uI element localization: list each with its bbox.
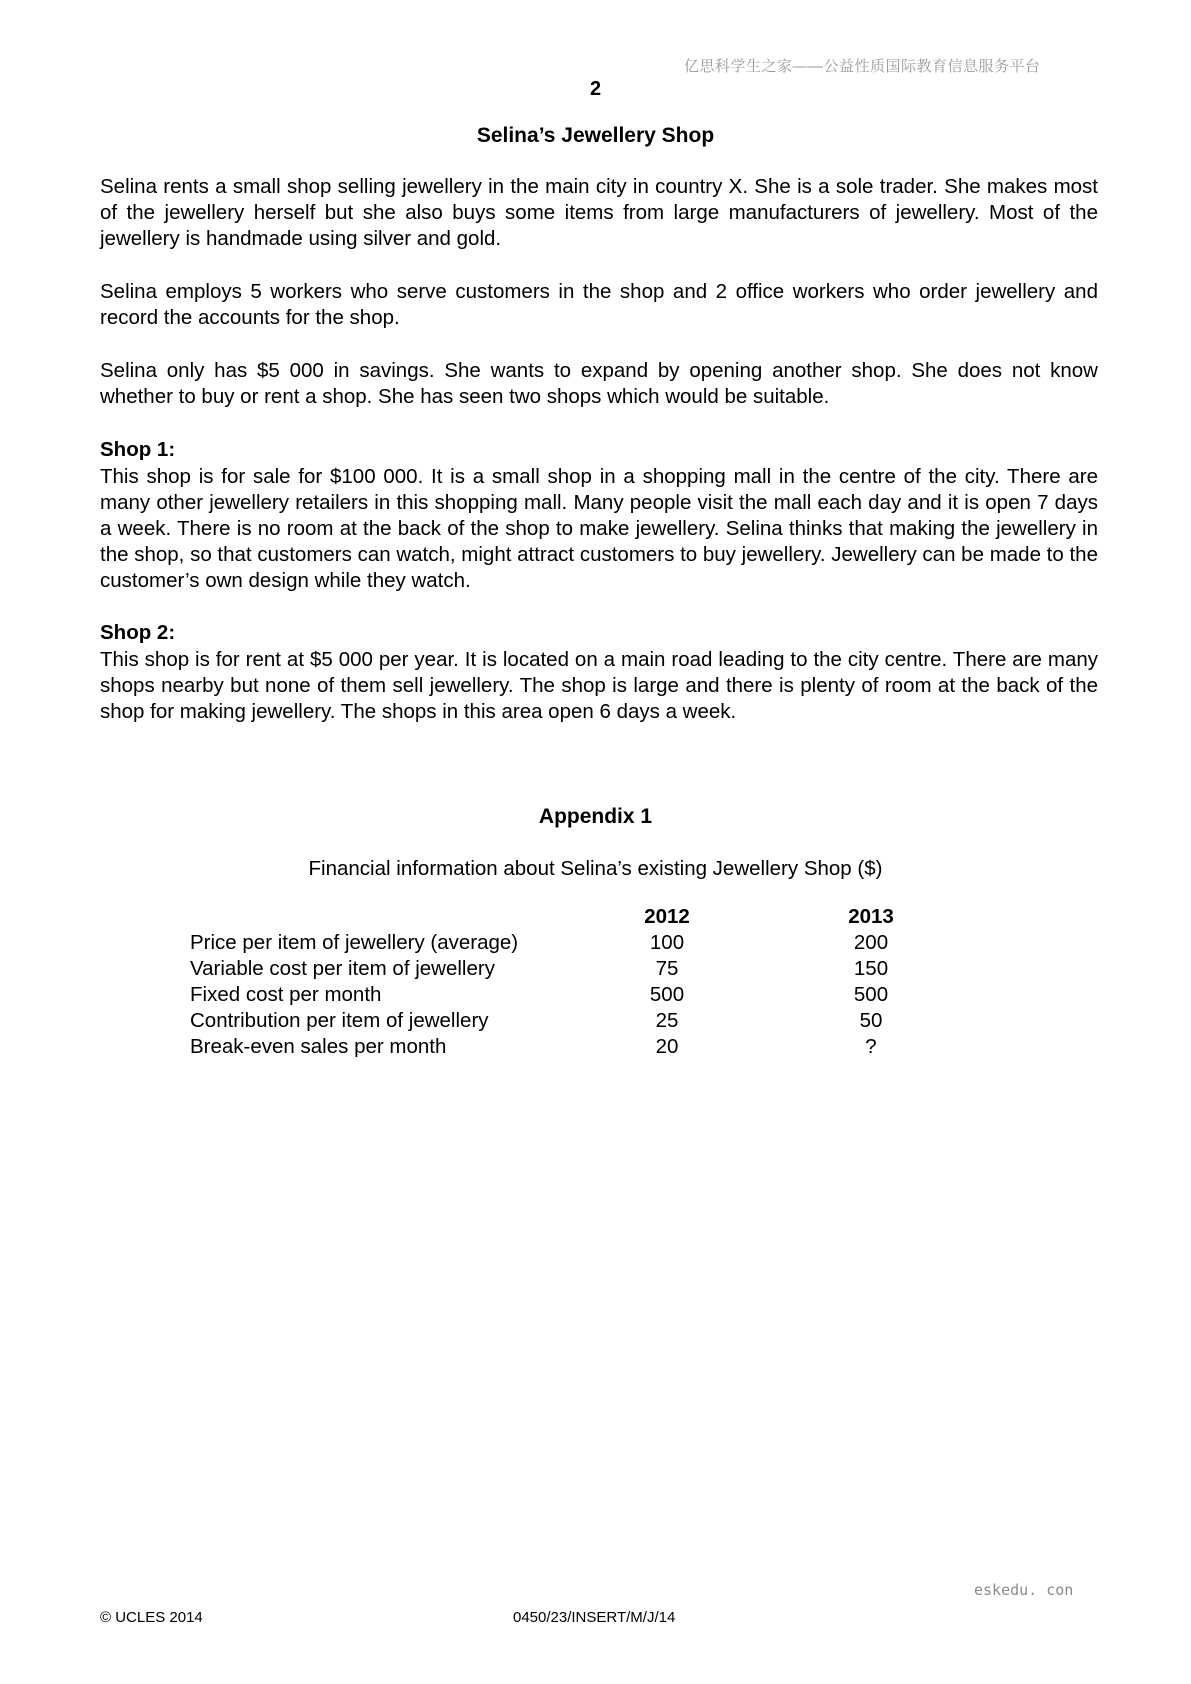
value-2012: 100 (649, 931, 685, 954)
value-2012: 20 (655, 1035, 679, 1058)
footer-document-code: 0450/23/INSERT/M/J/14 (513, 1609, 676, 1626)
row-label: Break-even sales per month (190, 1035, 447, 1058)
page-number: 2 (589, 78, 602, 100)
table-row (190, 930, 932, 956)
table-header-empty (190, 904, 606, 930)
shop1-heading: Shop 1: (100, 438, 176, 461)
shop2-heading: Shop 2: (100, 621, 176, 644)
table-header-row (190, 904, 932, 930)
watermark-footer: eskedu. con (974, 1581, 1074, 1599)
column-header-2013: 2013 (848, 905, 894, 928)
value-2013: ? (865, 1035, 877, 1058)
value-2012: 500 (649, 983, 685, 1006)
value-2013: 500 (853, 983, 889, 1006)
appendix-title: Appendix 1 (538, 805, 653, 828)
row-label: Fixed cost per month (190, 983, 382, 1006)
shop2-description: This shop is for rent at $5 000 per year. It is located on a main road leading to the city centre. There are many shops nearby but none of them sell jewellery. The shop is large and there is plenty of room at the back of the shop for making jewellery. The shops in this area open 6 days a week. (100, 648, 1098, 723)
row-label: Variable cost per item of jewellery (190, 957, 495, 980)
value-2013: 150 (853, 957, 889, 980)
value-2012: 25 (655, 1009, 679, 1032)
document-title: Selina’s Jewellery Shop (476, 124, 715, 147)
table-row (190, 956, 932, 982)
row-label: Contribution per item of jewellery (190, 1009, 489, 1032)
financial-table (190, 904, 932, 1060)
paragraph-savings: Selina only has $5 000 in savings. She wants to expand by opening another shop. She does not know whether to buy or rent a shop. She has seen two shops which would be suitable. (100, 359, 1098, 408)
row-label: Price per item of jewellery (average) (190, 931, 519, 954)
column-header-2012: 2012 (644, 905, 690, 928)
table-row (190, 1034, 932, 1060)
paragraph-employees: Selina employs 5 workers who serve customers in the shop and 2 office workers who order jewellery and record the accounts for the shop. (100, 280, 1098, 329)
table-row (190, 982, 932, 1008)
appendix-subtitle: Financial information about Selina’s existing Jewellery Shop ($) (308, 857, 883, 880)
value-2013: 200 (853, 931, 889, 954)
shop1-description: This shop is for sale for $100 000. It is a small shop in a shopping mall in the centre of the city. There are many other jewellery retailers in this shopping mall. Many people visit the mall each day and it is open 7 days a week. There is no room at the back of the shop to make jewellery. Selina thinks that making the jewellery in the shop, so that customers can watch, might attract customers to buy jewellery. Jewellery can be made to the customer’s own design while they watch. (100, 465, 1098, 592)
value-2013: 50 (859, 1009, 883, 1032)
watermark-header: 亿思科学生之家——公益性质国际教育信息服务平台 (684, 58, 1041, 75)
value-2012: 75 (655, 957, 679, 980)
footer-copyright: © UCLES 2014 (100, 1609, 203, 1626)
paragraph-intro: Selina rents a small shop selling jewellery in the main city in country X. She is a sole trader. She makes most of the jewellery herself but she also buys some items from large manufacturers of jewellery. Most of the jewellery is handmade using silver and gold. (100, 175, 1098, 250)
table-row (190, 1008, 932, 1034)
